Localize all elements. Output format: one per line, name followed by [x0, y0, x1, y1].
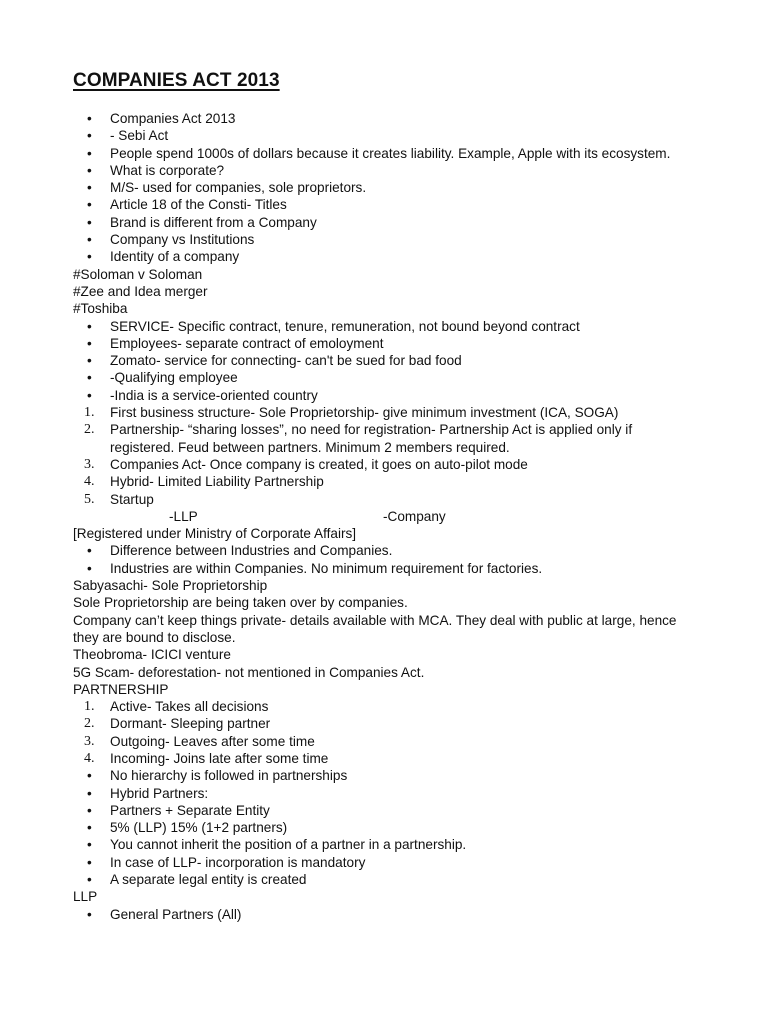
bullet-item [73, 387, 693, 404]
paragraph-line [73, 888, 693, 905]
bullet-item [73, 127, 693, 144]
bullet-item [73, 214, 693, 231]
numbered-item [73, 421, 693, 456]
line-text: LLP [73, 889, 98, 905]
paragraph-line [73, 681, 693, 698]
bullet-item [73, 248, 693, 265]
bullet-item [73, 335, 693, 352]
line-text: Difference between Industries and Companies. [110, 543, 393, 559]
line-text: -India is a service-oriented country [110, 387, 318, 403]
bullet-item [73, 871, 693, 888]
item-number: 1. [84, 699, 95, 715]
paragraph-line [73, 577, 693, 594]
numbered-item [73, 750, 693, 767]
line-text: #Zee and Idea merger [73, 283, 208, 299]
line-text: M/S- used for companies, sole proprietors. [110, 180, 367, 196]
bullet-item [73, 352, 693, 369]
bullet-item [73, 767, 693, 784]
line-text: Employees- separate contract of emoloyment [110, 335, 384, 351]
paragraph-line [73, 266, 693, 283]
paragraph-line [73, 664, 693, 681]
line-text: Hybrid- Limited Liability Partnership [110, 474, 324, 490]
bullet-item [73, 906, 693, 923]
line-text: SERVICE- Specific contract, tenure, remuneration, not bound beyond contract [110, 318, 580, 334]
line-text: #Soloman v Soloman [73, 266, 203, 282]
line-text: People spend 1000s of dollars because it creates liability. Example, Apple with its ecosystem. [110, 145, 671, 161]
line-text: PARTNERSHIP [73, 681, 169, 697]
line-text: Article 18 of the Consti- Titles [110, 197, 287, 213]
paragraph-line [73, 283, 693, 300]
line-text: General Partners (All) [110, 906, 242, 922]
bullet-item [73, 318, 693, 335]
document-body [73, 110, 693, 923]
document-title: COMPANIES ACT 2013 [73, 70, 280, 91]
numbered-item [73, 698, 693, 715]
line-text: 5% (LLP) 15% (1+2 partners) [110, 820, 288, 836]
line-text: - Sebi Act [110, 128, 169, 144]
item-number: 4. [84, 474, 95, 490]
bullet-item [73, 560, 693, 577]
line-text: Sabyasachi- Sole Proprietorship [73, 578, 268, 594]
paragraph-line [73, 646, 693, 663]
column-b-text: -Company [383, 508, 446, 524]
item-number: 3. [84, 733, 95, 749]
line-text: In case of LLP- incorporation is mandatory [110, 854, 366, 870]
bullet-item [73, 145, 693, 162]
line-text: Outgoing- Leaves after some time [110, 733, 315, 749]
bullet-item [73, 110, 693, 127]
line-text: Active- Takes all decisions [110, 699, 269, 715]
line-text: You cannot inherit the position of a partner in a partnership. [110, 837, 467, 853]
bullet-item [73, 836, 693, 853]
line-text: Identity of a company [110, 249, 240, 265]
line-text: Company can’t keep things private- details available with MCA. They deal with public at large, hence they are bound to disclose. [73, 612, 677, 645]
line-text: What is corporate? [110, 162, 225, 178]
line-text: Incoming- Joins late after some time [110, 750, 329, 766]
bullet-item [73, 162, 693, 179]
item-number: 4. [84, 750, 95, 766]
numbered-item [73, 473, 693, 490]
line-text: First business structure- Sole Proprietorship- give minimum investment (ICA, SOGA) [110, 405, 619, 421]
numbered-item [73, 715, 693, 732]
bullet-item [73, 231, 693, 248]
item-number: 2. [84, 422, 95, 438]
line-text: Sole Proprietorship are being taken over by companies. [73, 595, 408, 611]
line-text: Theobroma- ICICI venture [73, 647, 231, 663]
bullet-item [73, 819, 693, 836]
line-text: Partnership- “sharing losses”, no need for registration- Partnership Act is applied only if registered. Feud between partners. Minimum 2 members required. [110, 422, 633, 455]
paragraph-line [73, 612, 693, 647]
numbered-item [73, 491, 693, 508]
paragraph-line [73, 594, 693, 611]
line-text: Industries are within Companies. No minimum requirement for factories. [110, 560, 543, 576]
item-number: 1. [84, 405, 95, 421]
line-text: No hierarchy is followed in partnerships [110, 768, 348, 784]
item-number: 5. [84, 491, 95, 507]
numbered-item [73, 456, 693, 473]
item-number: 3. [84, 456, 95, 472]
item-number: 2. [84, 716, 95, 732]
line-text: Brand is different from a Company [110, 214, 317, 230]
line-text: Zomato- service for connecting- can't be sued for bad food [110, 353, 462, 369]
column-a-text: -LLP [169, 508, 198, 524]
line-text: Companies Act 2013 [110, 111, 236, 126]
bullet-item [73, 179, 693, 196]
bullet-item [73, 802, 693, 819]
line-text: -Qualifying employee [110, 370, 238, 386]
line-text: [Registered under Ministry of Corporate Affairs] [73, 526, 357, 542]
bullet-item [73, 854, 693, 871]
paragraph-line [73, 525, 693, 542]
line-text: Companies Act- Once company is created, it goes on auto-pilot mode [110, 456, 528, 472]
numbered-item [73, 733, 693, 750]
line-text: Hybrid Partners: [110, 785, 209, 801]
line-text: Company vs Institutions [110, 232, 255, 248]
line-text: Dormant- Sleeping partner [110, 716, 271, 732]
numbered-item [73, 404, 693, 421]
line-text: A separate legal entity is created [110, 872, 307, 888]
bullet-item [73, 369, 693, 386]
two-column-line [73, 508, 693, 525]
bullet-item [73, 542, 693, 559]
line-text: #Toshiba [73, 301, 128, 317]
line-text: Startup [110, 491, 154, 507]
paragraph-line [73, 300, 693, 317]
line-text: Partners + Separate Entity [110, 802, 270, 818]
line-text: 5G Scam- deforestation- not mentioned in Companies Act. [73, 664, 425, 680]
bullet-item [73, 196, 693, 213]
bullet-item [73, 785, 693, 802]
